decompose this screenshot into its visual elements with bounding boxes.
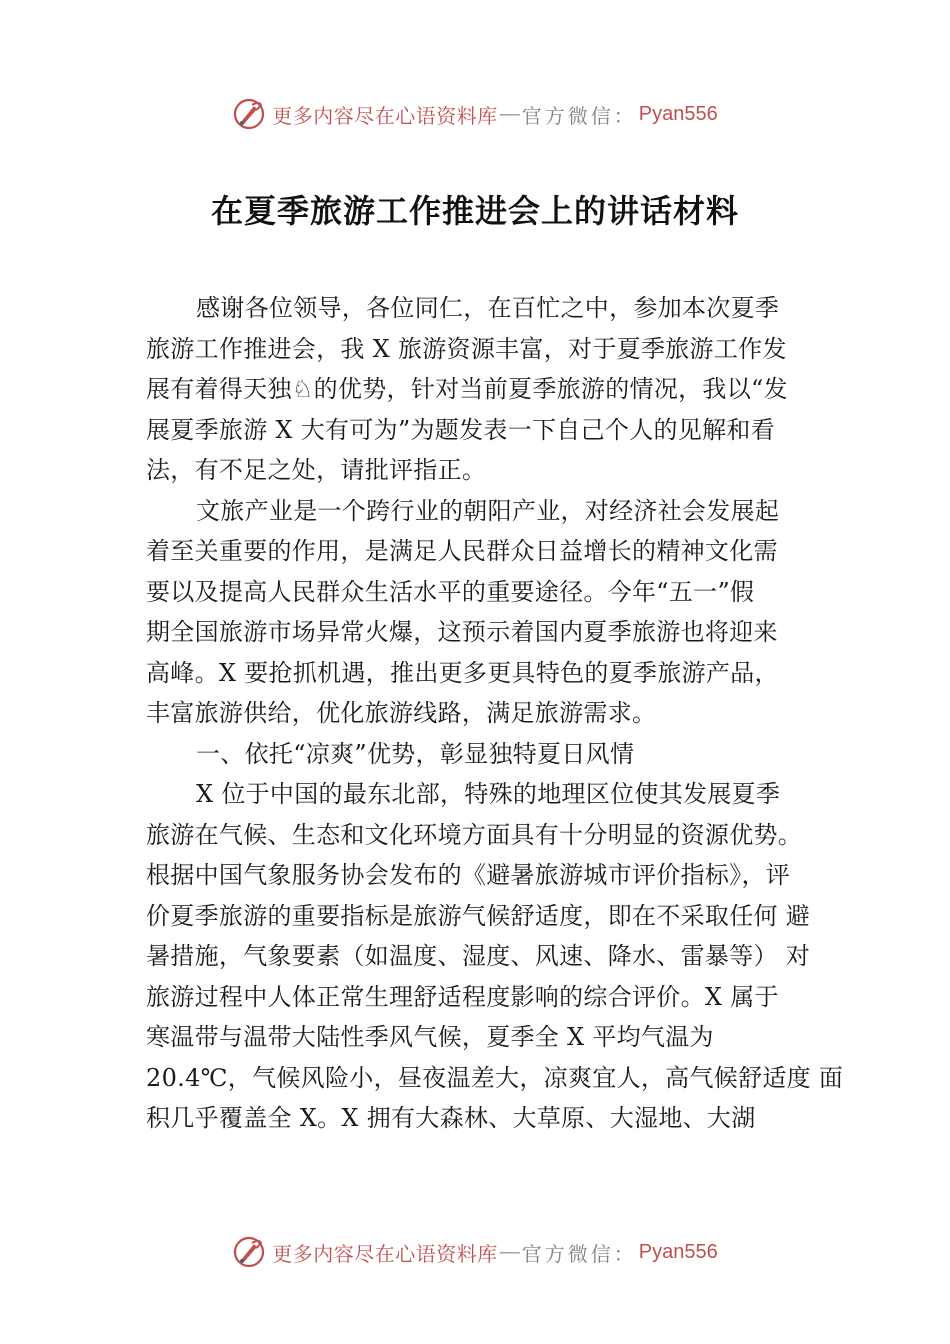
text-line: 旅游过程中人体正常生理舒适程度影响的综合评价。X 属于	[146, 982, 779, 1011]
document-body	[146, 288, 844, 1139]
text-line: 根据中国气象服务协会发布的《避暑旅游城市评价指标》，评	[146, 861, 791, 889]
pen-quill-icon	[232, 1235, 266, 1269]
text-line: 感谢各位领导，各位同仁，在百忙之中，参加本次夏季	[196, 294, 780, 322]
text-line: 旅游在气候、生态和文化环境方面具有十分明显的资源优势。	[146, 820, 803, 849]
text-line: 暑措施，气象要素（如温度、湿度、风速、降水、雷暴等） 对	[146, 942, 811, 970]
text-line: 期全国旅游市场异常火爆，这预示着国内夏季旅游也将迎来	[146, 618, 778, 646]
text-line: 积几乎覆盖全 X。X 拥有大森林、大草原、大湿地、大湖	[146, 1104, 756, 1132]
text-line: 法，有不足之处，请批评指正。	[146, 456, 487, 484]
wechat-label: 官方微信：	[521, 103, 637, 128]
text-line: 展有着得天独♘的优势，针对当前夏季旅游的情况，我以“发	[146, 375, 788, 403]
section-heading: 一、依托“凉爽”优势，彰显独特夏日风情	[196, 739, 635, 768]
text-line: 旅游工作推进会，我 X 旅游资源丰富，对于夏季旅游工作发	[146, 334, 787, 363]
text-line: 高峰。X 要抢抓机遇，推出更多更具特色的夏季旅游产品，	[146, 658, 779, 687]
text-line: 价夏季旅游的重要指标是旅游气候舒适度，即在不采取任何 避	[146, 901, 811, 930]
header-banner	[0, 94, 950, 134]
text-line: 要以及提高人民群众生活水平的重要途径。今年“五一”假	[146, 577, 755, 606]
banner-text: 更多内容尽在心语资料库	[272, 1241, 498, 1266]
wechat-id: Pyan556	[638, 1240, 718, 1263]
text-line: 展夏季旅游 X 大有可为”为题发表一下自己个人的见解和看	[146, 415, 776, 444]
banner-dash: —	[499, 1240, 520, 1263]
banner-dash: —	[499, 102, 520, 125]
text-line: 文旅产业是一个跨行业的朝阳产业，对经济社会发展起	[196, 496, 780, 525]
text-line: 寒温带与温带大陆性季风气候，夏季全 X 平均气温为	[146, 1023, 714, 1051]
document-title: 在夏季旅游工作推进会上的讲话材料	[210, 192, 739, 230]
text-line: 20.4℃，气候风险小，昼夜温差大，凉爽宜人，高气候舒适度 面	[146, 1063, 844, 1092]
pen-quill-icon	[232, 97, 266, 131]
footer-banner	[0, 1232, 950, 1272]
wechat-label: 官方微信：	[521, 1241, 637, 1266]
banner-text: 更多内容尽在心语资料库	[272, 103, 498, 128]
text-line: 着至关重要的作用，是满足人民群众日益增长的精神文化需	[146, 537, 778, 565]
text-line: 丰富旅游供给，优化旅游线路，满足旅游需求。	[146, 699, 657, 727]
text-line: X 位于中国的最东北部，特殊的地理区位使其发展夏季	[196, 780, 781, 808]
wechat-id: Pyan556	[638, 102, 718, 125]
